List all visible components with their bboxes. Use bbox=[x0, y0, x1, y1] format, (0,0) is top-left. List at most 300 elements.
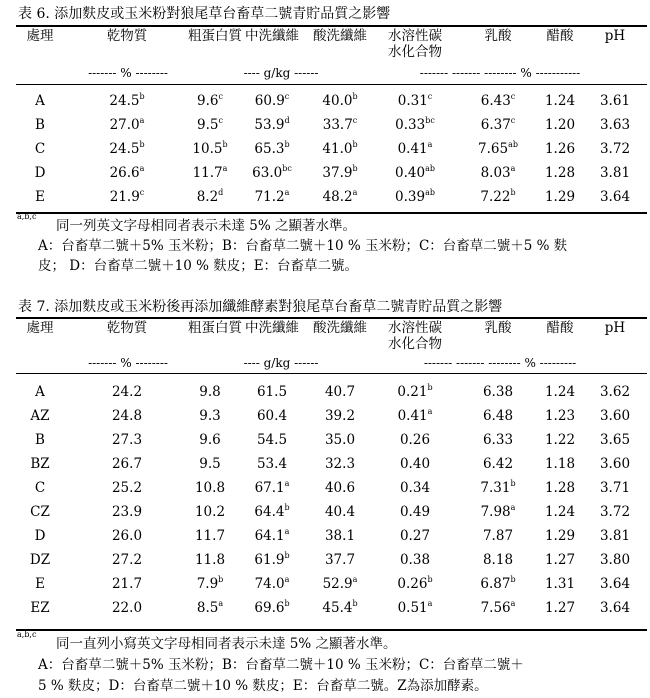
cell-value: 1.27 bbox=[544, 600, 576, 616]
cell-value: 3.60 bbox=[599, 456, 631, 472]
cell-wsc bbox=[398, 600, 433, 616]
cell-value: 21.7 bbox=[111, 576, 143, 592]
cell-value: 11.7 bbox=[194, 528, 226, 544]
cell-cp bbox=[192, 141, 227, 157]
cell-ph bbox=[600, 384, 630, 400]
significance-letter: c bbox=[352, 116, 358, 125]
column-header: 中洗纖維 bbox=[245, 320, 299, 336]
column-header: 水化合物 bbox=[388, 336, 442, 352]
cell-value: 1.29 bbox=[544, 189, 576, 205]
cell-value: 8.03 bbox=[480, 165, 511, 181]
cell-value: 0.49 bbox=[399, 504, 431, 520]
cell-ph bbox=[600, 93, 630, 109]
row-label: DZ bbox=[29, 552, 51, 568]
cell-value: 3.65 bbox=[599, 432, 631, 448]
cell-adf bbox=[325, 528, 355, 544]
cell-value: 45.4 bbox=[322, 600, 353, 616]
cell-cp bbox=[193, 165, 228, 181]
cell-dm bbox=[112, 504, 142, 520]
cell-aa bbox=[545, 384, 575, 400]
cell-value: 6.43 bbox=[480, 93, 511, 109]
significance-letter: c bbox=[510, 92, 516, 101]
significance-letter: d bbox=[218, 188, 224, 197]
significance-letter: a bbox=[427, 599, 433, 608]
cell-la bbox=[483, 384, 513, 400]
row-label: CZ bbox=[30, 504, 50, 520]
significance-letter: b bbox=[510, 188, 516, 197]
significance-letter: a bbox=[510, 599, 516, 608]
cell-value: 26.6 bbox=[109, 165, 140, 181]
cell-ndf bbox=[255, 576, 290, 592]
cell-la bbox=[481, 165, 516, 181]
significance-letter: b bbox=[510, 575, 516, 584]
cell-value: 10.5 bbox=[192, 141, 223, 157]
cell-wsc bbox=[400, 456, 430, 472]
column-header: 乳酸 bbox=[484, 320, 512, 336]
cell-la bbox=[483, 456, 513, 472]
cell-ndf bbox=[254, 504, 289, 520]
footnote-mark: a,b,c bbox=[17, 630, 37, 639]
significance-letter: c bbox=[510, 116, 516, 125]
cell-value: 27.0 bbox=[109, 117, 140, 133]
table-row bbox=[0, 480, 650, 504]
significance-letter: bc bbox=[282, 164, 292, 173]
units-label: ------- % -------- bbox=[88, 356, 168, 370]
cell-value: 7.9 bbox=[196, 576, 219, 592]
table-title: 表 6. 添加麩皮或玉米粉對狼尾草台畜草二號青貯品質之影響 bbox=[18, 6, 391, 22]
table-row bbox=[0, 600, 650, 624]
cell-value: 37.7 bbox=[324, 552, 356, 568]
cell-value: 1.23 bbox=[544, 408, 576, 424]
significance-letter: b bbox=[139, 140, 145, 149]
cell-value: 33.7 bbox=[322, 117, 353, 133]
cell-value: 6.48 bbox=[482, 408, 514, 424]
table-row bbox=[0, 93, 650, 117]
significance-letter: a bbox=[284, 479, 290, 488]
cell-adf bbox=[323, 189, 358, 205]
cell-aa bbox=[545, 552, 575, 568]
cell-cp bbox=[199, 384, 220, 400]
top-rule bbox=[16, 25, 647, 27]
cell-value: 27.2 bbox=[111, 552, 143, 568]
row-label: A bbox=[35, 93, 45, 109]
column-header: 中洗纖維 bbox=[245, 28, 299, 44]
table-row bbox=[0, 117, 650, 141]
cell-value: 0.41 bbox=[397, 141, 428, 157]
column-header: 乾物質 bbox=[106, 28, 148, 44]
cell-value: 6.87 bbox=[480, 576, 511, 592]
cell-dm bbox=[109, 141, 144, 157]
significance-letter: b bbox=[284, 503, 290, 512]
cell-aa bbox=[545, 600, 575, 616]
cell-ndf bbox=[254, 117, 289, 133]
cell-ndf bbox=[252, 165, 292, 181]
cell-value: 52.9 bbox=[322, 576, 353, 592]
cell-ph bbox=[600, 576, 630, 592]
significance-letter: a bbox=[139, 116, 145, 125]
footnote-line: A：台畜草二號＋5% 玉米粉；B：台畜草二號＋10 % 玉米粉；C：台畜草二號＋ bbox=[38, 657, 524, 673]
cell-ndf bbox=[255, 93, 290, 109]
cell-la bbox=[483, 408, 513, 424]
cell-wsc bbox=[395, 117, 435, 133]
cell-cp bbox=[195, 480, 225, 496]
cell-dm bbox=[112, 384, 142, 400]
cell-value: 0.33 bbox=[395, 117, 426, 133]
cell-value: 0.40 bbox=[395, 165, 426, 181]
cell-value: 53.4 bbox=[256, 456, 288, 472]
cell-aa bbox=[545, 528, 575, 544]
cell-aa bbox=[545, 189, 575, 205]
cell-value: 61.5 bbox=[256, 384, 288, 400]
significance-letter: d bbox=[284, 116, 290, 125]
significance-letter: b bbox=[352, 164, 358, 173]
cell-value: 3.81 bbox=[599, 165, 631, 181]
header-rule bbox=[16, 373, 647, 374]
column-header: 醋酸 bbox=[546, 28, 574, 44]
cell-value: 10.8 bbox=[194, 480, 226, 496]
cell-adf bbox=[325, 384, 355, 400]
cell-ph bbox=[600, 504, 630, 520]
cell-ndf bbox=[254, 552, 289, 568]
cell-ph bbox=[600, 117, 630, 133]
cell-adf bbox=[322, 165, 357, 181]
footnote-line: 皮； D：台畜草二號＋10 % 麩皮；E：台畜草二號。 bbox=[38, 258, 359, 274]
cell-value: 7.31 bbox=[480, 480, 511, 496]
significance-letter: b bbox=[139, 92, 145, 101]
cell-dm bbox=[112, 552, 142, 568]
significance-letter: a bbox=[284, 188, 290, 197]
table-row bbox=[0, 165, 650, 189]
cell-wsc bbox=[400, 552, 430, 568]
cell-la bbox=[481, 504, 516, 520]
cell-value: 6.37 bbox=[480, 117, 511, 133]
cell-value: 54.5 bbox=[256, 432, 288, 448]
table-row bbox=[0, 141, 650, 165]
cell-value: 0.21 bbox=[397, 384, 428, 400]
significance-letter: a bbox=[352, 575, 358, 584]
cell-value: 1.24 bbox=[544, 384, 576, 400]
cell-adf bbox=[323, 576, 358, 592]
cell-value: 40.6 bbox=[324, 480, 356, 496]
cell-ndf bbox=[255, 480, 290, 496]
cell-value: 3.72 bbox=[599, 141, 631, 157]
units-label: ------- ------- -------- % ----------- bbox=[419, 66, 581, 80]
cell-value: 25.2 bbox=[111, 480, 143, 496]
cell-dm bbox=[110, 117, 145, 133]
cell-value: 3.61 bbox=[599, 93, 631, 109]
cell-value: 0.39 bbox=[395, 189, 426, 205]
cell-wsc bbox=[398, 141, 433, 157]
cell-value: 9.8 bbox=[199, 384, 221, 400]
cell-value: 24.5 bbox=[109, 141, 140, 157]
cell-value: 6.42 bbox=[482, 456, 514, 472]
cell-wsc bbox=[395, 189, 435, 205]
cell-value: 11.8 bbox=[194, 552, 226, 568]
cell-value: 26.0 bbox=[111, 528, 143, 544]
cell-ph bbox=[600, 600, 630, 616]
cell-wsc bbox=[398, 93, 433, 109]
significance-letter: a bbox=[510, 164, 516, 173]
cell-cp bbox=[197, 576, 224, 592]
cell-ph bbox=[600, 432, 630, 448]
row-label: D bbox=[34, 528, 46, 544]
significance-letter: a bbox=[352, 188, 358, 197]
row-label: BZ bbox=[30, 456, 50, 472]
cell-ph bbox=[600, 528, 630, 544]
significance-letter: a bbox=[139, 164, 145, 173]
cell-adf bbox=[322, 93, 357, 109]
cell-value: 7.22 bbox=[480, 189, 511, 205]
cell-value: 8.5 bbox=[196, 600, 219, 616]
cell-ph bbox=[600, 408, 630, 424]
significance-letter: b bbox=[510, 479, 516, 488]
table-row bbox=[0, 408, 650, 432]
cell-value: 0.40 bbox=[399, 456, 431, 472]
cell-la bbox=[480, 480, 515, 496]
cell-cp bbox=[195, 552, 225, 568]
cell-dm bbox=[112, 576, 142, 592]
cell-value: 0.27 bbox=[399, 528, 431, 544]
cell-wsc bbox=[397, 384, 432, 400]
significance-letter: ab bbox=[425, 188, 435, 197]
cell-ndf bbox=[254, 141, 289, 157]
column-header: 水溶性碳 bbox=[388, 28, 442, 44]
significance-letter: ab bbox=[508, 140, 518, 149]
cell-value: 65.3 bbox=[254, 141, 285, 157]
cell-value: 74.0 bbox=[254, 576, 285, 592]
cell-value: 6.38 bbox=[482, 384, 514, 400]
units-label: ---- g/kg ------ bbox=[243, 356, 319, 370]
cell-value: 35.0 bbox=[324, 432, 356, 448]
cell-adf bbox=[325, 432, 355, 448]
significance-letter: bc bbox=[425, 116, 435, 125]
cell-value: 38.1 bbox=[324, 528, 356, 544]
column-header: pH bbox=[604, 320, 626, 336]
cell-value: 9.5 bbox=[199, 456, 221, 472]
cell-value: 26.7 bbox=[111, 456, 143, 472]
cell-value: 9.6 bbox=[197, 93, 219, 109]
cell-aa bbox=[545, 576, 575, 592]
cell-value: 41.0 bbox=[322, 141, 353, 157]
column-header: 乳酸 bbox=[484, 28, 512, 44]
cell-value: 3.60 bbox=[599, 408, 631, 424]
cell-dm bbox=[109, 93, 144, 109]
significance-letter: a bbox=[222, 164, 228, 173]
cell-value: 60.9 bbox=[254, 93, 285, 109]
footnote-line: 同一直列小寫英文字母相同者表示未達 5% 之顯著水準。 bbox=[56, 636, 397, 652]
cell-value: 22.0 bbox=[111, 600, 143, 616]
table-row bbox=[0, 504, 650, 528]
significance-letter: a bbox=[284, 527, 290, 536]
row-label: A bbox=[35, 384, 45, 400]
cell-cp bbox=[199, 432, 220, 448]
cell-value: 1.28 bbox=[544, 480, 576, 496]
cell-value: 10.2 bbox=[194, 504, 226, 520]
footnote-line: 5 % 麩皮；D：台畜草二號＋10 % 麩皮；E：台畜草二號。Z為添加酵素。 bbox=[38, 678, 488, 694]
cell-cp bbox=[197, 93, 223, 109]
table-row bbox=[0, 189, 650, 213]
cell-dm bbox=[112, 528, 142, 544]
cell-value: 3.63 bbox=[599, 117, 631, 133]
cell-ndf bbox=[257, 384, 287, 400]
cell-value: 3.64 bbox=[599, 576, 631, 592]
cell-la bbox=[481, 600, 516, 616]
cell-value: 48.2 bbox=[322, 189, 353, 205]
significance-letter: a bbox=[427, 140, 433, 149]
cell-value: 3.80 bbox=[599, 552, 631, 568]
cell-la bbox=[478, 141, 518, 157]
cell-wsc bbox=[400, 480, 430, 496]
cell-value: 0.31 bbox=[397, 93, 428, 109]
cell-value: 3.71 bbox=[599, 480, 631, 496]
cell-ph bbox=[600, 552, 630, 568]
cell-value: 24.8 bbox=[111, 408, 143, 424]
significance-letter: b bbox=[284, 551, 290, 560]
cell-aa bbox=[545, 504, 575, 520]
cell-ndf bbox=[255, 189, 290, 205]
cell-adf bbox=[325, 552, 355, 568]
cell-dm bbox=[112, 480, 142, 496]
cell-ndf bbox=[257, 432, 287, 448]
cell-value: 39.2 bbox=[324, 408, 356, 424]
cell-cp bbox=[197, 189, 224, 205]
table-row bbox=[0, 384, 650, 408]
cell-wsc bbox=[395, 165, 435, 181]
column-header: 乾物質 bbox=[106, 320, 148, 336]
cell-value: 69.6 bbox=[254, 600, 285, 616]
cell-cp bbox=[199, 408, 220, 424]
significance-letter: b bbox=[352, 92, 358, 101]
cell-ndf bbox=[257, 456, 287, 472]
significance-letter: b bbox=[427, 575, 433, 584]
footnote-line: A：台畜草二號＋5% 玉米粉；B：台畜草二號＋10 % 玉米粉；C：台畜草二號＋5 % 麩 bbox=[38, 238, 568, 254]
cell-value: 7.98 bbox=[480, 504, 511, 520]
cell-adf bbox=[325, 480, 355, 496]
cell-value: 3.81 bbox=[599, 528, 631, 544]
cell-la bbox=[483, 552, 513, 568]
top-rule bbox=[16, 317, 647, 319]
cell-dm bbox=[112, 408, 142, 424]
significance-letter: a bbox=[218, 599, 224, 608]
cell-value: 40.0 bbox=[322, 93, 353, 109]
cell-value: 60.4 bbox=[256, 408, 288, 424]
row-label: B bbox=[35, 117, 45, 133]
cell-aa bbox=[545, 93, 575, 109]
cell-aa bbox=[545, 480, 575, 496]
row-label: C bbox=[34, 480, 46, 496]
cell-value: 32.3 bbox=[324, 456, 356, 472]
significance-letter: c bbox=[284, 92, 290, 101]
column-header: 水溶性碳 bbox=[388, 320, 442, 336]
significance-letter: c bbox=[139, 188, 145, 197]
footnote-line: 同一列英文字母相同者表示未達 5% 之顯著水準。 bbox=[56, 218, 356, 234]
cell-value: 1.24 bbox=[544, 93, 576, 109]
row-label: E bbox=[35, 576, 45, 592]
cell-ndf bbox=[254, 600, 289, 616]
table-title: 表 7. 添加麩皮或玉米粉後再添加纖維酵素對狼尾草台畜草二號青貯品質之影響 bbox=[18, 299, 503, 315]
cell-value: 1.29 bbox=[544, 528, 576, 544]
cell-value: 9.3 bbox=[199, 408, 221, 424]
column-header: 粗蛋白質 bbox=[188, 28, 242, 44]
cell-value: 8.18 bbox=[482, 552, 514, 568]
cell-dm bbox=[110, 189, 145, 205]
units-label: ------- ------- -------- % --------- bbox=[423, 356, 577, 370]
cell-la bbox=[483, 528, 513, 544]
cell-adf bbox=[322, 600, 357, 616]
significance-letter: a bbox=[427, 407, 433, 416]
cell-aa bbox=[545, 456, 575, 472]
column-header: 粗蛋白質 bbox=[188, 320, 242, 336]
cell-cp bbox=[197, 600, 223, 616]
significance-letter: b bbox=[218, 575, 224, 584]
cell-value: 0.51 bbox=[397, 600, 428, 616]
significance-letter: ab bbox=[425, 164, 435, 173]
column-header: 酸洗纖維 bbox=[313, 28, 367, 44]
significance-letter: c bbox=[427, 92, 433, 101]
cell-aa bbox=[545, 432, 575, 448]
cell-value: 1.27 bbox=[544, 552, 576, 568]
significance-letter: a bbox=[284, 575, 290, 584]
cell-value: 37.9 bbox=[322, 165, 353, 181]
cell-la bbox=[483, 432, 513, 448]
cell-value: 40.4 bbox=[324, 504, 356, 520]
cell-value: 64.1 bbox=[254, 528, 285, 544]
cell-value: 0.38 bbox=[399, 552, 431, 568]
cell-value: 7.56 bbox=[480, 600, 511, 616]
cell-value: 1.24 bbox=[544, 504, 576, 520]
row-label: C bbox=[34, 141, 46, 157]
cell-value: 1.18 bbox=[544, 456, 576, 472]
column-header: 酸洗纖維 bbox=[313, 320, 367, 336]
cell-value: 1.28 bbox=[544, 165, 576, 181]
cell-wsc bbox=[400, 504, 430, 520]
cell-adf bbox=[325, 504, 355, 520]
bottom-rule bbox=[16, 629, 647, 631]
row-label: D bbox=[34, 165, 46, 181]
cell-wsc bbox=[400, 432, 430, 448]
footnote-mark: a,b,c bbox=[17, 212, 37, 221]
cell-value: 0.34 bbox=[399, 480, 431, 496]
cell-value: 0.26 bbox=[397, 576, 428, 592]
cell-value: 40.7 bbox=[324, 384, 356, 400]
cell-aa bbox=[545, 141, 575, 157]
cell-value: 3.64 bbox=[599, 189, 631, 205]
cell-value: 1.20 bbox=[544, 117, 576, 133]
cell-value: 8.2 bbox=[196, 189, 219, 205]
cell-la bbox=[481, 117, 516, 133]
cell-ph bbox=[600, 141, 630, 157]
row-label: B bbox=[35, 432, 45, 448]
column-header: 水化合物 bbox=[388, 44, 442, 60]
cell-wsc bbox=[397, 576, 432, 592]
cell-value: 1.31 bbox=[544, 576, 576, 592]
cell-ph bbox=[600, 456, 630, 472]
cell-value: 0.26 bbox=[399, 432, 431, 448]
column-header: pH bbox=[604, 28, 626, 44]
units-label: ---- g/kg ------ bbox=[243, 66, 319, 80]
significance-letter: b bbox=[427, 383, 433, 392]
cell-value: 11.7 bbox=[192, 165, 223, 181]
row-label: AZ bbox=[30, 408, 50, 424]
cell-value: 21.9 bbox=[109, 189, 140, 205]
cell-value: 6.33 bbox=[482, 432, 514, 448]
cell-la bbox=[481, 93, 516, 109]
cell-dm bbox=[110, 165, 145, 181]
cell-value: 0.41 bbox=[397, 408, 428, 424]
cell-wsc bbox=[398, 408, 433, 424]
table-row bbox=[0, 456, 650, 480]
cell-value: 9.6 bbox=[199, 432, 221, 448]
